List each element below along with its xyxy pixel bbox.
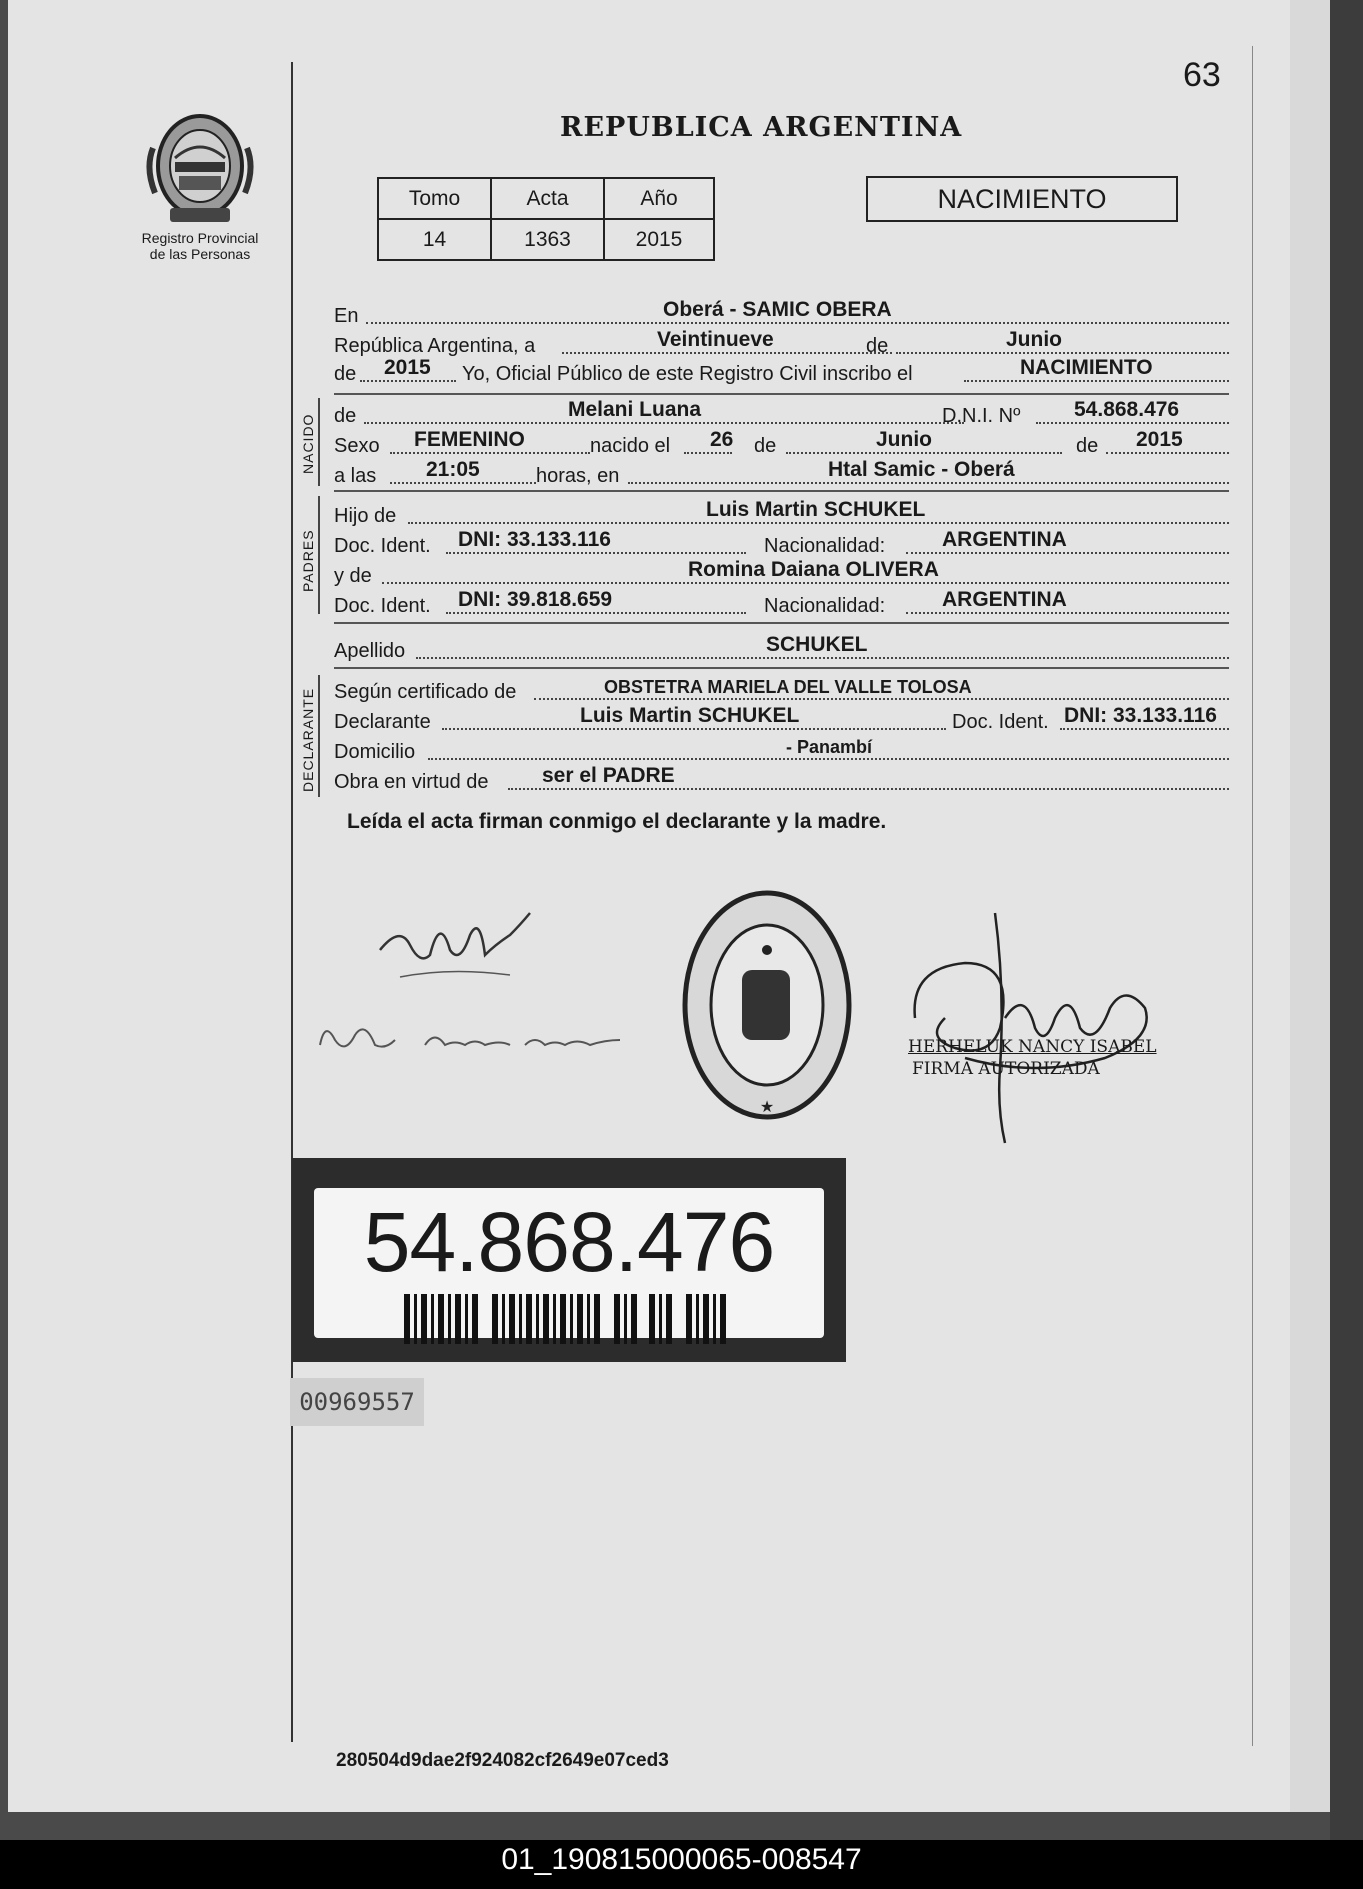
section-divider: [334, 667, 1229, 669]
row-mother: [334, 560, 1229, 590]
value-declarant-doc: DNI: 33.133.116: [1064, 704, 1217, 727]
value-mother-name: Romina Daiana OLIVERA: [688, 558, 939, 581]
row-official: [334, 358, 1229, 388]
page-number: 63: [1183, 56, 1221, 94]
side-label-declarante: DECLARANTE: [300, 687, 316, 792]
section-divider: [334, 393, 1229, 395]
label-de4: de: [1076, 435, 1099, 457]
side-label-nacido: NACIDO: [300, 413, 316, 474]
header-tomo: Tomo: [378, 178, 491, 219]
label-de3: de: [754, 435, 777, 457]
label-en: En: [334, 305, 359, 327]
row-certifier: [334, 676, 1229, 706]
label-yde: y de: [334, 565, 372, 587]
label-apellido: Apellido: [334, 640, 406, 662]
value-birth-place: Htal Samic - Oberá: [828, 458, 1015, 481]
barcode-number: 54.868.476: [363, 1195, 775, 1289]
serial-number: 00969557: [290, 1378, 424, 1426]
value-registry-office: Oberá - SAMIC OBERA: [663, 298, 892, 321]
declarant-signature: [370, 905, 540, 995]
header-anio: Año: [604, 178, 714, 219]
label-declarante: Declarante: [334, 711, 431, 733]
section-divider: [334, 622, 1229, 624]
value-anio: 2015: [604, 219, 714, 260]
row-place: [334, 300, 1229, 330]
value-birth-day: 26: [710, 428, 734, 451]
mother-signature: [315, 1010, 635, 1070]
value-birth-year: 2015: [1136, 428, 1183, 451]
value-birth-month: Junio: [876, 428, 932, 451]
label-horas: horas, en: [536, 465, 620, 487]
row-declarant: [334, 706, 1229, 736]
officer-signature: [905, 908, 1165, 1148]
row-surname: [334, 635, 1229, 665]
label-de2: de: [334, 363, 357, 385]
value-act-word: NACIMIENTO: [1020, 356, 1153, 379]
label-segun: Según certificado de: [334, 681, 517, 703]
closing-statement: Leída el acta firman conmigo el declarante y la madre.: [347, 810, 887, 833]
value-domicile: - Panambí: [786, 737, 873, 757]
value-child-name: Melani Luana: [568, 398, 702, 421]
value-father-nat: ARGENTINA: [942, 528, 1067, 551]
act-type-box: NACIMIENTO: [866, 176, 1178, 222]
label-doc3: Doc. Ident.: [952, 711, 1049, 733]
value-mother-doc: DNI: 39.818.659: [458, 588, 613, 611]
label-domicilio: Domicilio: [334, 741, 416, 763]
value-tomo: 14: [378, 219, 491, 260]
row-father: [334, 500, 1229, 530]
label-obra: Obra en virtud de: [334, 771, 489, 793]
value-father-doc: DNI: 33.133.116: [458, 528, 611, 551]
row-domicile: [334, 736, 1229, 766]
label-sexo: Sexo: [334, 435, 380, 457]
document-hash: 280504d9dae2f924082cf2649e07ced3: [336, 1750, 669, 1771]
label-dni: D.N.I. Nº: [942, 405, 1021, 427]
value-sex: FEMENINO: [414, 428, 525, 451]
side-label-padres: PADRES: [300, 529, 316, 592]
value-birth-time: 21:05: [426, 458, 480, 481]
officer-stamp: [908, 1036, 1157, 1080]
label-nac1: Nacionalidad:: [764, 535, 886, 557]
value-month-words: Junio: [1006, 328, 1062, 351]
right-rule: [1252, 46, 1253, 1746]
value-day-words: Veintinueve: [657, 328, 774, 351]
label-alas: a las: [334, 465, 377, 487]
value-father-name: Luis Martin SCHUKEL: [706, 498, 926, 521]
file-identifier: 01_190815000065-008547: [501, 1843, 862, 1876]
underlying-sheet: [1290, 0, 1330, 1812]
official-statement: Yo, Oficial Público de este Registro Civil inscribo el: [462, 363, 913, 385]
value-child-dni: 54.868.476: [1074, 398, 1180, 421]
value-year-words: 2015: [384, 356, 431, 379]
svg-text:★: ★: [759, 1097, 775, 1116]
scan-edge: [1330, 0, 1363, 1840]
dni-barcode-label: [292, 1158, 846, 1362]
label-nacido: nacido el: [590, 435, 671, 457]
label-de1: de: [866, 335, 889, 357]
logo-caption-line1: Registro Provincial: [141, 230, 259, 246]
label-nac2: Nacionalidad:: [764, 595, 886, 617]
document-page: [8, 0, 1290, 1812]
label-de-name: de: [334, 405, 357, 427]
row-capacity: [334, 766, 1229, 796]
row-child-name: [334, 400, 1229, 430]
label-doc1: Doc. Ident.: [334, 535, 431, 557]
margin-rule: [291, 62, 293, 1742]
officer-name: HERHELUK NANCY ISABEL: [908, 1037, 1157, 1057]
label-doc2: Doc. Ident.: [334, 595, 431, 617]
value-mother-nat: ARGENTINA: [942, 588, 1067, 611]
label-republica: República Argentina, a: [334, 335, 536, 357]
official-seal-icon: [672, 880, 862, 1130]
barcode-icon: [404, 1294, 734, 1344]
officer-title: FIRMA AUTORIZADA: [912, 1059, 1100, 1079]
value-acta: 1363: [491, 219, 604, 260]
row-father-doc: [334, 530, 1229, 560]
row-sex-birthdate: [334, 430, 1229, 460]
provincial-registry-logo: [130, 108, 270, 262]
value-surname: SCHUKEL: [766, 633, 868, 656]
logo-caption-line2: de las Personas: [149, 246, 251, 262]
row-mother-doc: [334, 590, 1229, 620]
coat-of-arms-icon: [145, 108, 255, 226]
label-hijo: Hijo de: [334, 505, 397, 527]
value-certifier: OBSTETRA MARIELA DEL VALLE TOLOSA: [604, 677, 972, 697]
value-capacity: ser el PADRE: [542, 764, 675, 787]
section-divider: [334, 490, 1229, 492]
row-time-place: [334, 460, 1229, 490]
header-acta: Acta: [491, 178, 604, 219]
value-declarant: Luis Martin SCHUKEL: [580, 704, 800, 727]
country-title: REPUBLICA ARGENTINA: [560, 112, 963, 143]
record-table: [377, 177, 715, 261]
